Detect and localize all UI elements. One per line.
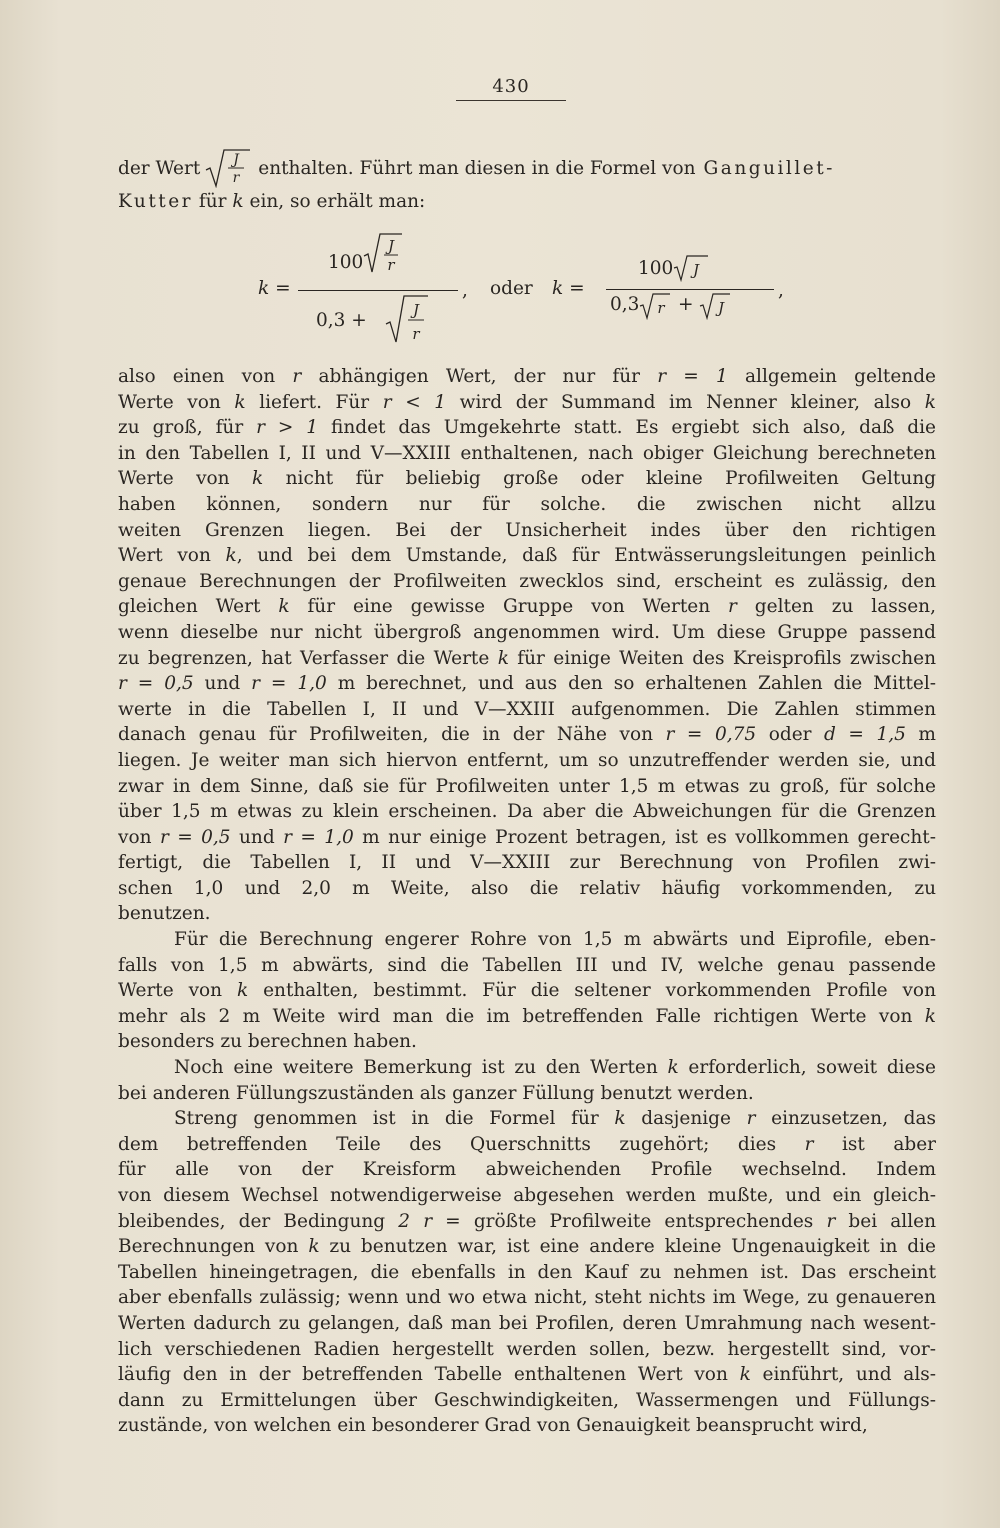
- text-segment: mehr als 2 m Weite wird man die im betreffenden Falle richtigen Werte von: [118, 1005, 925, 1027]
- text-segment: Werte von: [118, 468, 252, 490]
- paragraph1-line: [118, 850, 936, 876]
- paragraph1-line: [118, 799, 936, 825]
- paragraph4-line: [118, 1311, 936, 1337]
- text-segment: falls von 1,5 m abwärts, sind die Tabellen III und IV, welche genau passende: [118, 954, 936, 976]
- paragraph1-line: [118, 876, 936, 902]
- text-segment: r < 1: [382, 391, 447, 413]
- inline-r: r: [232, 170, 240, 186]
- radical-den-2a-icon: [638, 292, 674, 320]
- paragraph1-line: [118, 466, 936, 492]
- text-segment: zwar in dem Sinne, daß sie für Profilweiten unter 1,5 m etwas zu groß, für solche: [118, 775, 936, 797]
- radical-num-2-icon: [672, 254, 712, 282]
- text-segment: für alle von der Kreisform abweichenden Profile wechselnd. Indem: [118, 1159, 936, 1181]
- text-segment: r: [275, 366, 319, 387]
- text-segment: r: [728, 596, 737, 618]
- text-segment: dann zu Ermittelungen über Geschwindigkeiten, Wassermengen und Füllungs-: [118, 1389, 936, 1411]
- text-segment: erforderlich, soweit diese: [678, 1057, 936, 1079]
- radical-sign-icon: [204, 148, 252, 188]
- text-segment: d = 1,5: [824, 724, 906, 746]
- text-segment: k: [278, 596, 290, 618]
- intro-line-1: [118, 148, 936, 188]
- formula-den-1: 0,3 +: [316, 310, 367, 331]
- text-segment: zu benutzen war, ist eine andere kleine Ungenauigkeit in die: [319, 1236, 936, 1258]
- page-number-rule: [456, 100, 566, 101]
- formula-den-2b: +: [678, 294, 694, 315]
- text-segment: läufig den in der betreffenden Tabelle enthaltenen Wert von: [118, 1364, 740, 1386]
- text-segment: wenn dieselbe nur nicht übergroß angenommen wird. Um diese Gruppe passend: [118, 621, 936, 643]
- text-segment: lich verschiedenen Radien hergestellt werden sollen, bezw. hergestellt sind, vor-: [118, 1338, 936, 1360]
- text-segment: Werten dadurch zu gelangen, daß man bei Profilen, deren Umrahmung nach wesent-: [118, 1312, 936, 1334]
- text-segment: k: [234, 391, 246, 413]
- text-segment: liegen. Je weiter man sich hiervon entfernt, um so unzutreffender werden sie, und: [118, 749, 936, 771]
- text-segment: r = 0,5: [118, 673, 194, 695]
- text-segment: haben können, sondern nur für solche. die zwischen nicht allzu: [118, 493, 936, 515]
- text-segment: k: [614, 1108, 626, 1130]
- text-segment: r = 1,0: [251, 673, 327, 695]
- svg-text:J: J: [717, 299, 725, 317]
- text-segment: danach genau für Profilweiten, die in der Nähe von: [118, 724, 666, 746]
- paragraph1-line: [118, 364, 936, 390]
- text-segment: bei allen: [835, 1210, 936, 1232]
- text-segment: wird der Summand im Nenner kleiner, also: [446, 391, 925, 413]
- text-segment: bei anderen Füllungszuständen als ganzer Füllung benutzt werden.: [118, 1082, 754, 1104]
- paragraph4-line: [118, 1388, 936, 1414]
- text-segment: m berechnet, und aus den so erhaltenen Zahlen die Mittel-: [326, 673, 936, 695]
- intro-text-b: enthalten. Führt man diesen in die Formel von: [258, 157, 696, 179]
- text-segment: r = 0,5: [159, 826, 231, 848]
- text-segment: m nur einige Prozent betragen, ist es vollkommen gerecht-: [353, 826, 936, 848]
- paragraph1-line: [118, 620, 936, 646]
- intro-text-a: der Wert: [118, 157, 201, 179]
- formula-num-2: 100: [638, 258, 674, 279]
- text-segment: k: [252, 468, 264, 490]
- text-segment: k: [924, 391, 936, 413]
- paragraph4-line: [118, 1260, 936, 1286]
- text-segment: k: [225, 545, 237, 567]
- text-segment: abhängigen Wert, der nur für: [318, 366, 658, 387]
- text-segment: Noch eine weitere Bemerkung ist zu den Werten: [174, 1057, 668, 1079]
- text-segment: k: [236, 980, 249, 1002]
- sqrt-j-over-r-inline: [204, 148, 252, 188]
- text-segment: nicht für beliebig große oder kleine Profilweiten Geltung: [263, 468, 936, 490]
- intro-text-2c: ein, so erhält man:: [249, 191, 426, 212]
- text-segment: allgemein geltende: [727, 366, 936, 387]
- paragraph4-line: [118, 1337, 936, 1363]
- text-segment: bleibendes, der Bedingung: [118, 1210, 399, 1232]
- text-segment: r: [746, 1108, 756, 1130]
- text-segment: gleichen Wert: [118, 596, 279, 618]
- intro-text-c: Ganguillet-: [703, 157, 835, 179]
- text-segment: k: [497, 647, 509, 669]
- text-segment: fertigt, die Tabellen I, II und V—XXIII zur Berechnung von Profilen zwi-: [118, 852, 936, 874]
- intro-k: k: [232, 191, 244, 212]
- paragraph1-line: [118, 441, 936, 467]
- paragraph2-line: [118, 978, 936, 1004]
- paragraph1-line: [118, 774, 936, 800]
- formula-comma-2: ,: [778, 280, 784, 301]
- text-segment: 2 r: [398, 1210, 433, 1232]
- text-segment: in den Tabellen I, II und V—XXIII enthaltenen, nach obiger Gleichung berechneten: [118, 442, 936, 464]
- text-segment: k: [667, 1057, 679, 1079]
- text-segment: r > 1: [256, 417, 319, 439]
- kutter-formula: [258, 232, 818, 350]
- paragraph1-line: [118, 901, 936, 927]
- text-segment: von diesem Wechsel notwendigerweise abgesehen werden mußte, und ein gleich-: [118, 1185, 936, 1206]
- formula-den-2a: 0,3: [610, 294, 640, 315]
- text-segment: und: [193, 673, 252, 695]
- text-segment: Für die Berechnung engerer Rohre von 1,5 m abwärts und Eiprofile, eben-: [174, 929, 936, 951]
- paragraph1-line: [118, 518, 936, 544]
- paragraph3-line: [118, 1081, 936, 1107]
- paragraph4-line: [118, 1106, 936, 1132]
- paragraph4-line: [118, 1234, 936, 1260]
- body-text: [118, 364, 936, 1439]
- intro-line-2: [118, 191, 936, 212]
- paragraph2-line: [118, 1004, 936, 1030]
- paragraph1-line: [118, 492, 936, 518]
- text-segment: enthalten, bestimmt. Für die seltener vorkommenden Profile von: [248, 980, 936, 1002]
- radical-den-2b-icon: [698, 292, 734, 320]
- text-segment: zustände, von welchen ein besonderer Grad von Genauigkeit beansprucht wird,: [118, 1415, 868, 1437]
- paragraph4-line: [118, 1157, 936, 1183]
- text-segment: über 1,5 m etwas zu klein erscheinen. Da aber die Abweichungen für die Grenzen: [118, 801, 936, 823]
- inline-J: J: [233, 152, 240, 168]
- paragraph4-line: [118, 1285, 936, 1311]
- paragraph4-line: [118, 1362, 936, 1388]
- paragraph4-line: [118, 1183, 936, 1209]
- text-segment: r = 1,0: [283, 826, 354, 848]
- paragraph1-line: [118, 415, 936, 441]
- svg-text:r: r: [387, 256, 395, 274]
- text-segment: r: [826, 1210, 836, 1232]
- text-segment: k: [739, 1364, 751, 1386]
- paragraph2-line: [118, 927, 936, 953]
- paragraph4-line: [118, 1413, 936, 1439]
- text-segment: Werte von: [118, 980, 237, 1002]
- text-segment: weiten Grenzen liegen. Bei der Unsicherheit indes über den richtigen: [118, 519, 936, 541]
- svg-text:J: J: [387, 237, 395, 255]
- text-segment: und: [230, 826, 284, 848]
- paragraph2-line: [118, 953, 936, 979]
- text-segment: zu groß, für: [118, 417, 257, 439]
- text-segment: Berechnungen von: [118, 1236, 309, 1258]
- radical-num-1-icon: [362, 232, 404, 276]
- text-segment: für einige Weiten des Kreisprofils zwischen: [508, 647, 936, 669]
- text-segment: werte in die Tabellen I, II und V—XXIII aufgenommen. Die Zahlen stimmen: [118, 698, 936, 720]
- text-segment: einführt, und als-: [750, 1364, 936, 1386]
- formula-k-eq-2: k =: [552, 278, 585, 299]
- paragraph1-line: [118, 646, 936, 672]
- text-segment: schen 1,0 und 2,0 m Weite, also die relativ häufig vorkommenden, zu: [118, 877, 936, 899]
- text-segment: einzusetzen, das: [755, 1108, 936, 1130]
- text-segment: = größte Profilweite entsprechendes: [432, 1210, 827, 1232]
- formula-comma-1: ,: [462, 280, 468, 301]
- svg-text:r: r: [657, 299, 665, 317]
- formula-oder: oder: [490, 278, 533, 299]
- text-segment: benutzen.: [118, 903, 211, 925]
- radical-den-1-icon: [384, 294, 430, 346]
- text-segment: genaue Berechnungen der Profilweiten zwecklos sind, erscheint es zulässig, den: [118, 570, 936, 592]
- paragraph1-line: [118, 671, 936, 697]
- text-segment: gelten zu lassen,: [736, 596, 936, 618]
- text-segment: oder: [756, 724, 825, 746]
- paragraph1-line: [118, 569, 936, 595]
- text-segment: liefert. Für: [245, 391, 383, 413]
- paragraph1-line: [118, 697, 936, 723]
- text-segment: dem betreffenden Teile des Querschnitts zugehört; dies: [118, 1133, 805, 1155]
- text-segment: Streng genommen ist in die Formel für: [174, 1108, 615, 1130]
- text-segment: für eine gewisse Gruppe von Werten: [289, 596, 729, 618]
- formula-k-eq-1: k =: [258, 278, 291, 299]
- text-segment: zu begrenzen, hat Verfasser die Werte: [118, 647, 498, 669]
- text-segment: findet das Umgekehrte statt. Es ergiebt sich also, daß die: [318, 417, 936, 439]
- paragraph1-line: [118, 543, 936, 569]
- svg-text:r: r: [412, 325, 420, 343]
- paragraph1-line: [118, 390, 936, 416]
- text-segment: r: [804, 1133, 814, 1155]
- fraction-bar-2: [606, 289, 774, 290]
- intro-fur: für: [198, 191, 227, 212]
- text-segment: , und bei dem Umstande, daß für Entwässerungsleitungen peinlich: [236, 545, 936, 567]
- paragraph1-line: [118, 825, 936, 851]
- paragraph1-line: [118, 748, 936, 774]
- text-segment: aber ebenfalls zulässig; wenn und wo etwa nicht, steht nichts im Wege, zu genaueren: [118, 1287, 936, 1309]
- paragraph1-line: [118, 722, 936, 748]
- text-segment: also einen von: [118, 366, 276, 387]
- page-number: 430: [492, 76, 530, 97]
- svg-text:J: J: [692, 261, 700, 279]
- paragraph1-line: [118, 594, 936, 620]
- formula-num-1: 100: [328, 252, 364, 273]
- text-segment: ist aber: [813, 1133, 936, 1155]
- text-segment: k: [924, 1005, 936, 1027]
- paragraph3-line: [118, 1055, 936, 1081]
- svg-text:J: J: [412, 301, 420, 319]
- paragraph4-line: [118, 1132, 936, 1158]
- text-segment: Tabellen hineingetragen, die ebenfalls in den Kauf zu nehmen ist. Das erscheint: [118, 1261, 936, 1283]
- text-segment: k: [308, 1236, 320, 1258]
- paragraph2-line: [118, 1029, 936, 1055]
- text-segment: r = 0,75: [665, 724, 757, 746]
- text-segment: dasjenige: [625, 1108, 747, 1130]
- intro-kutter: Kutter: [118, 191, 193, 212]
- text-segment: r = 1: [657, 366, 728, 387]
- text-segment: Wert von: [118, 545, 226, 567]
- text-segment: besonders zu berechnen haben.: [118, 1031, 417, 1053]
- fraction-bar-1: [298, 290, 458, 291]
- text-segment: Werte von: [118, 391, 235, 413]
- paragraph4-line: [118, 1209, 936, 1235]
- text-segment: m: [905, 724, 936, 746]
- text-segment: von: [118, 826, 160, 848]
